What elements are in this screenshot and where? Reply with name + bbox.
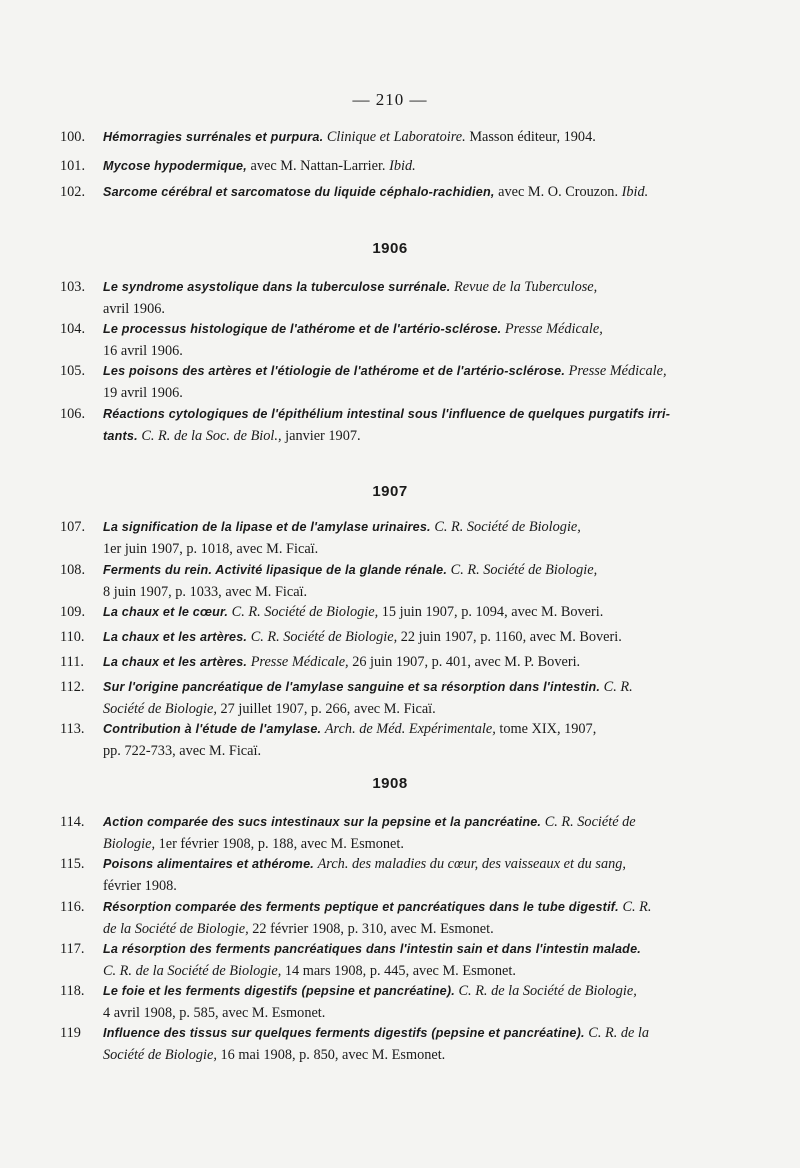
- bibliography-entry: [60, 980, 724, 1024]
- entry-title: Hémorragies surrénales et purpura.: [103, 130, 324, 144]
- entry-continuation: [60, 875, 724, 897]
- entry-number: 100.: [60, 129, 86, 145]
- entry-continuation: [60, 538, 724, 560]
- entry-source: C. R.: [603, 679, 633, 695]
- entry-details: février 1908.: [103, 878, 177, 894]
- entry-continuation: [60, 425, 724, 447]
- bibliography-entry: [60, 626, 724, 648]
- entry-details: janvier 1907.: [285, 428, 361, 444]
- year-heading: 1906: [372, 240, 408, 257]
- entry-title: Sarcome cérébral et sarcomatose du liquide céphalo-rachidien,: [103, 185, 495, 199]
- bibliography-entry: [60, 896, 724, 940]
- bibliography-entry: [60, 403, 724, 447]
- entry-continuation: [60, 298, 724, 320]
- entry-title: La chaux et les artères.: [103, 630, 248, 644]
- entry-details: 4 avril 1908, p. 585, avec M. Esmonet.: [103, 1005, 326, 1021]
- entry-title: Contribution à l'étude de l'amylase.: [103, 722, 322, 736]
- entry-details: 8 juin 1907, p. 1033, avec M. Ficaï.: [103, 584, 308, 600]
- entry-continuation: [60, 340, 724, 362]
- entry-source: de la Société de Biologie,: [103, 921, 249, 937]
- bibliography-entry: [60, 676, 724, 720]
- entry-title: Résorption comparée des ferments peptique et pancréatiques dans le tube digestif.: [103, 900, 619, 914]
- entry-source: Ibid.: [389, 158, 416, 174]
- entry-source: C. R. Société de Biologie,: [434, 519, 581, 535]
- bibliography-entry: [60, 276, 724, 320]
- year-heading: 1907: [372, 483, 408, 500]
- entry-details: 22 février 1908, p. 310, avec M. Esmonet.: [252, 921, 494, 937]
- entry-continuation: [60, 960, 724, 982]
- entry-source: C. R. de la Société de Biologie,: [458, 983, 637, 999]
- entry-details: pp. 722-733, avec M. Ficaï.: [103, 743, 262, 759]
- entry-title: Les poisons des artères et l'étiologie de l'athérome et de l'artério-sclérose.: [103, 364, 566, 378]
- entry-source: Presse Médicale,: [568, 363, 667, 379]
- entry-source: Revue de la Tuberculose,: [454, 279, 598, 295]
- entry-details: tome XIX, 1907,: [499, 721, 597, 737]
- entry-source: C. R. Société de Biologie,: [231, 604, 379, 620]
- entry-title: Le processus histologique de l'athérome et de l'artério-sclérose.: [103, 322, 502, 336]
- entry-source: Société de Biologie,: [103, 1047, 217, 1063]
- bibliography-entry: [60, 318, 724, 362]
- bibliography-entry: [60, 360, 724, 404]
- entry-source: Ibid.: [621, 184, 649, 200]
- entry-title-cont: tants.: [103, 429, 138, 443]
- entry-number: 113.: [60, 721, 85, 737]
- entry-number: 115.: [60, 856, 85, 872]
- entry-details: 15 juin 1907, p. 1094, avec M. Boveri.: [381, 604, 604, 620]
- entry-continuation: [60, 382, 724, 404]
- entry-details: Masson éditeur, 1904.: [469, 129, 596, 145]
- entry-number: 117.: [60, 941, 85, 957]
- entry-number: 114.: [60, 814, 85, 830]
- entry-source: C. R. de la Soc. de Biol.,: [141, 428, 282, 444]
- entry-source: Presse Médicale,: [504, 321, 603, 337]
- entry-details: avec M. O. Crouzon.: [498, 184, 619, 200]
- entry-source: C. R. Société de Biologie,: [450, 562, 598, 578]
- entry-title: La chaux et le cœur.: [103, 605, 229, 619]
- entry-details: avec M. Nattan-Larrier.: [250, 158, 386, 174]
- entry-number: 101.: [60, 158, 86, 174]
- bibliography-entry: [60, 559, 724, 603]
- entry-title: Le syndrome asystolique dans la tuberculose surrénale.: [103, 280, 451, 294]
- entry-continuation: [60, 833, 724, 855]
- entry-source: C. R.: [622, 899, 652, 915]
- entry-number: 112.: [60, 679, 85, 695]
- entry-details: 16 avril 1906.: [103, 343, 183, 359]
- entry-details: 26 juin 1907, p. 401, avec M. P. Boveri.: [352, 654, 581, 670]
- entry-details: 16 mai 1908, p. 850, avec M. Esmonet.: [220, 1047, 446, 1063]
- entry-details: 1er février 1908, p. 188, avec M. Esmonet.: [158, 836, 404, 852]
- year-heading: 1908: [372, 775, 408, 792]
- entry-title: Influence des tissus sur quelques ferments digestifs (pepsine et pancréatine).: [103, 1026, 585, 1040]
- bibliography-entry: [60, 181, 724, 203]
- entry-title: Poisons alimentaires et athérome.: [103, 857, 314, 871]
- entry-title: La résorption des ferments pancréatiques dans l'intestin sain et dans l'intestin malade.: [103, 942, 641, 956]
- entry-source: C. R. Société de Biologie,: [250, 629, 398, 645]
- entry-details: avril 1906.: [103, 301, 165, 317]
- page-number: — 210 —: [352, 90, 428, 109]
- entry-details: 1er juin 1907, p. 1018, avec M. Ficaï.: [103, 541, 319, 557]
- bibliography-entry: [60, 1022, 724, 1066]
- entry-source: Arch. des maladies du cœur, des vaisseaux et du sang,: [317, 856, 626, 872]
- entry-number: 102.: [60, 184, 86, 200]
- entry-number: 119: [60, 1025, 81, 1041]
- entry-continuation: [60, 698, 724, 720]
- entry-continuation: [60, 918, 724, 940]
- bibliography-entry: [60, 516, 724, 560]
- entry-title: Sur l'origine pancréatique de l'amylase sanguine et sa résorption dans l'intestin.: [103, 680, 601, 694]
- entry-title: La chaux et les artères.: [103, 655, 248, 669]
- bibliography-entry: [60, 601, 724, 623]
- entry-details: 27 juillet 1907, p. 266, avec M. Ficaï.: [220, 701, 436, 717]
- bibliography-entry: [60, 718, 724, 762]
- entry-source: Biologie,: [103, 836, 156, 852]
- entry-title: Le foie et les ferments digestifs (pepsine et pancréatine).: [103, 984, 455, 998]
- entry-number: 109.: [60, 604, 86, 620]
- entry-source: C. R. de la Société de Biologie,: [103, 963, 282, 979]
- entry-continuation: [60, 1044, 724, 1066]
- entry-source: Clinique et Laboratoire.: [326, 129, 466, 145]
- entry-number: 103.: [60, 279, 86, 295]
- entry-source: C. R. Société de: [544, 814, 636, 830]
- entry-title: Ferments du rein. Activité lipasique de la glande rénale.: [103, 563, 448, 577]
- entry-source: C. R. de la: [588, 1025, 650, 1041]
- entry-number: 118.: [60, 983, 85, 999]
- bibliography-entry: [60, 126, 724, 148]
- entry-title: La signification de la lipase et de l'amylase urinaires.: [103, 520, 431, 534]
- entry-details: 19 avril 1906.: [103, 385, 183, 401]
- bibliography-entry: [60, 853, 724, 897]
- entry-number: 104.: [60, 321, 86, 337]
- bibliography-entry: [60, 651, 724, 673]
- entry-source: Société de Biologie,: [103, 701, 217, 717]
- entry-title: Mycose hypodermique,: [103, 159, 247, 173]
- entry-source: Arch. de Méd. Expérimentale,: [324, 721, 496, 737]
- bibliography-entry: [60, 155, 724, 177]
- entry-title: Réactions cytologiques de l'épithélium intestinal sous l'influence de quelques purgatifs irri-: [103, 407, 671, 421]
- entry-number: 105.: [60, 363, 86, 379]
- entry-number: 110.: [60, 629, 85, 645]
- entry-number: 107.: [60, 519, 86, 535]
- entry-details: 14 mars 1908, p. 445, avec M. Esmonet.: [284, 963, 516, 979]
- entry-continuation: [60, 740, 724, 762]
- entry-continuation: [60, 1002, 724, 1024]
- entry-details: 22 juin 1907, p. 1160, avec M. Boveri.: [400, 629, 622, 645]
- bibliography-entry: [60, 938, 724, 982]
- entry-number: 116.: [60, 899, 85, 915]
- entry-number: 111.: [60, 654, 84, 670]
- entry-continuation: [60, 581, 724, 603]
- entry-number: 108.: [60, 562, 86, 578]
- entry-number: 106.: [60, 406, 86, 422]
- bibliography-entry: [60, 811, 724, 855]
- entry-source: Presse Médicale,: [250, 654, 349, 670]
- entry-title: Action comparée des sucs intestinaux sur la pepsine et la pancréatine.: [103, 815, 542, 829]
